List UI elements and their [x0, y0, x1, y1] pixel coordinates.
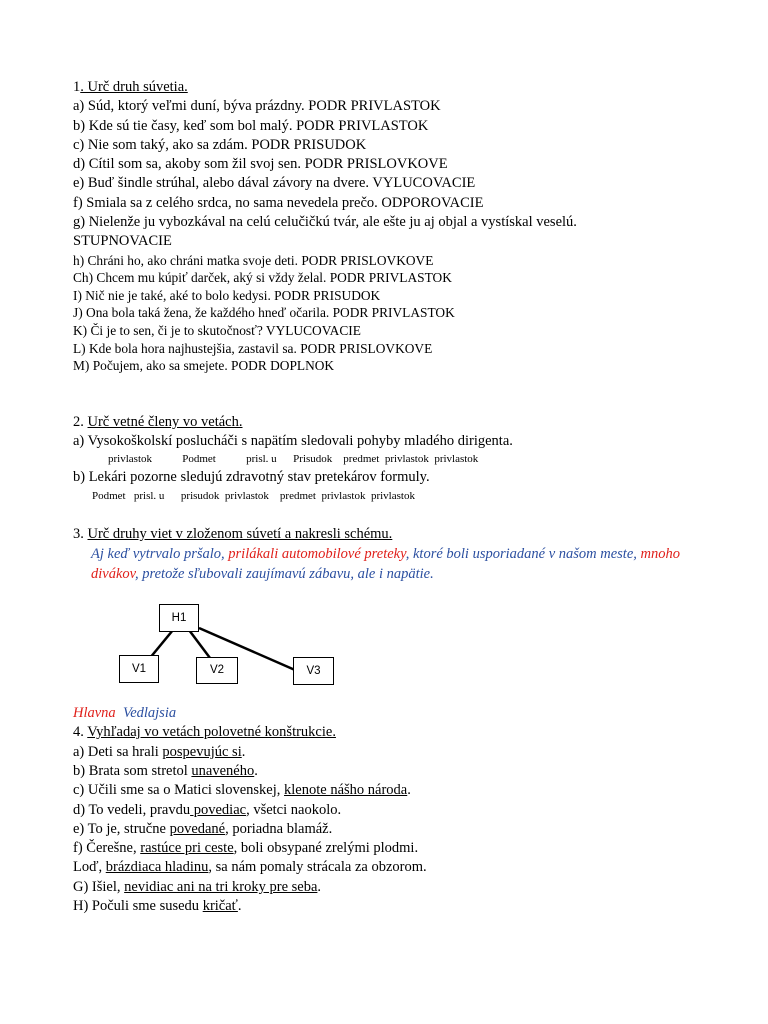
task2-heading	[73, 413, 733, 432]
clause-main-2: mnoho divákov	[91, 546, 681, 583]
item-text: H) Počuli sme susedu	[73, 897, 203, 914]
node-v1: V1	[119, 655, 159, 683]
task2-title: Urč vetné členy vo vetách.	[87, 413, 243, 430]
task4-item	[73, 743, 733, 762]
task1-item-k: K) Či je to sen, či je to skutočnosť? VYLUCOVACIE	[73, 323, 361, 339]
task4-item	[73, 762, 733, 781]
item-construction: rastúce pri ceste	[140, 840, 234, 857]
task2-sentence-b: b) Lekári pozorne sledujú zdravotný stav pretekárov formuly.	[73, 469, 430, 486]
schema-connectors	[73, 584, 373, 704]
task4-item	[73, 820, 733, 839]
task1-item-c: c) Nie som taký, ako sa zdám. PODR PRISUDOK	[73, 136, 367, 153]
task1-item-g: g) Nielenže ju vybozkával na celú celučičkú tvár, ale ešte ju aj objal a vystískal veselú.	[73, 214, 577, 231]
task1-heading	[73, 78, 733, 97]
item-text: e) To je, stručne	[73, 820, 170, 837]
task4-item	[73, 839, 733, 858]
task3-title: Urč druhy viet v zloženom súvetí a nakresli schému.	[87, 525, 393, 542]
task1-item-h: h) Chráni ho, ako chráni matka svoje deti. PODR PRISLOVKOVE	[73, 252, 434, 268]
task1-item-a: a) Súd, ktorý veľmi duní, býva prázdny. PODR PRIVLASTOK	[73, 98, 441, 115]
task1-item-m: M) Počujem, ako sa smejete. PODR DOPLNOK	[73, 358, 335, 374]
task1-item-i: I) Nič nie je také, aké to bolo kedysi. PODR PRISUDOK	[73, 287, 381, 303]
clause-sub-2: , ktoré boli usporiadané v našom meste,	[405, 546, 641, 563]
item-text: d) To vedeli, pravdu	[73, 801, 191, 818]
spacer	[73, 375, 733, 413]
item-text: a) Deti sa hrali	[73, 743, 163, 760]
item-text: f) Čerešne,	[73, 840, 141, 857]
item-text: G) Išiel,	[73, 878, 125, 895]
item-construction: povedané	[169, 820, 226, 837]
task1-item-f: f) Smiala sa z celého srdca, no sama nevedela prečo. ODPOROVACIE	[73, 194, 484, 211]
item-text: Loď,	[73, 859, 106, 876]
item-text: , poriadna blamáž.	[225, 820, 333, 837]
task4-item	[73, 801, 733, 820]
task2-number: 2.	[73, 413, 88, 430]
task2-sentence-a: a) Vysokoškolskí poslucháči s napätím sledovali pohyby mladého dirigenta.	[73, 433, 513, 450]
color-legend	[73, 704, 733, 723]
item-text: , boli obsypané zrelými plodmi.	[233, 840, 419, 857]
item-construction: pospevujúc si	[162, 743, 242, 760]
item-construction: kričať	[202, 897, 238, 914]
node-h1: H1	[159, 604, 199, 632]
legend-sub: Vedlajsia	[122, 705, 177, 722]
item-construction: povediac	[190, 801, 247, 818]
node-v3: V3	[293, 657, 334, 685]
task1-item-j: J) Ona bola taká žena, že každého hneď očarila. PODR PRIVLASTOK	[73, 305, 455, 321]
clause-main-1: prilákali automobilové preteky	[228, 546, 406, 563]
node-v2: V2	[196, 657, 238, 684]
task1-item-g-answer: STUPNOVACIE	[73, 233, 172, 250]
item-text: .	[254, 762, 258, 779]
task1-item-ch: Ch) Chcem mu kúpiť darček, aký si vždy želal. PODR PRIVLASTOK	[73, 270, 452, 286]
item-text: , všetci naokolo.	[246, 801, 342, 818]
task3-number: 3.	[73, 525, 88, 542]
task4-item	[73, 878, 733, 897]
task1-number: 1	[73, 79, 81, 95]
task4-heading	[73, 723, 733, 742]
clause-sub-3: , pretože sľubovali zaujímavú zábavu, ale i napätie.	[135, 566, 434, 583]
task4-item	[73, 897, 733, 916]
item-text: .	[317, 878, 322, 895]
task2-labels-a: privlastok Podmet prisl. u Prisudok predmet privlastok privlastok	[108, 453, 479, 466]
task4-item	[73, 858, 733, 877]
task3-heading	[73, 525, 733, 544]
item-text: c) Učili sme sa o Matici slovenskej,	[73, 782, 285, 799]
sentence-schema-diagram	[73, 584, 733, 704]
item-text: .	[241, 743, 246, 760]
task4-title: Vyhľadaj vo vetách polovetné konštrukcie.	[87, 724, 336, 741]
task1-item-e: e) Buď šindle strúhal, alebo dával závory na dvere. VYLUCOVACIE	[73, 175, 476, 192]
task1-item-d: d) Cítil som sa, akoby som žil svoj sen. PODR PRISLOVKOVE	[73, 156, 448, 173]
document	[73, 78, 733, 916]
task1-item-b: b) Kde sú tie časy, keď som bol malý. PODR PRIVLASTOK	[73, 117, 429, 134]
task4-number: 4.	[73, 724, 88, 741]
item-construction: brázdiaca hladinu	[105, 859, 209, 876]
item-text: , sa nám pomaly strácala za obzorom.	[208, 859, 427, 876]
item-construction: nevidiac ani na tri kroky pre seba	[124, 878, 318, 895]
task3-sentence	[73, 544, 691, 584]
item-text: b) Brata som stretol	[73, 762, 192, 779]
task2-labels-b: Podmet prisl. u prisudok privlastok predmet privlastok privlastok	[92, 489, 415, 502]
task4-item	[73, 781, 733, 800]
item-text: .	[407, 782, 411, 799]
task1-item-l: L) Kde bola hora najhustejšia, zastavil sa. PODR PRISLOVKOVE	[73, 340, 433, 356]
task1-title: . Urč druh súvetia.	[80, 79, 188, 95]
legend-main: Hlavna	[73, 705, 116, 722]
item-construction: unaveného	[191, 762, 255, 779]
item-text: .	[237, 897, 242, 914]
clause-sub-1: Aj keď vytrvalo pršalo,	[91, 546, 229, 563]
item-construction: klenote nášho národa	[284, 782, 408, 799]
spacer	[73, 505, 733, 525]
